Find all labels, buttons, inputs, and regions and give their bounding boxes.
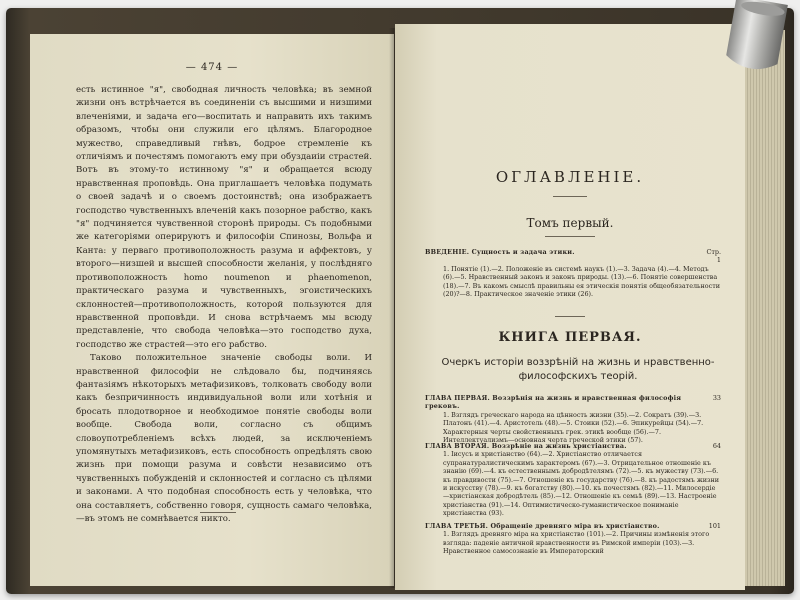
page-edges (745, 30, 785, 586)
chapter-heading: ГЛАВА ВТОРАЯ. Воззрѣніе на жизнь христіанства. (425, 442, 627, 450)
page-number: — 474 — (185, 62, 239, 73)
toc-chapter-1 (425, 394, 721, 444)
page-column-label: Стр. (706, 248, 721, 256)
volume-title: Томъ первый. (526, 216, 614, 230)
intro-page: 1 (716, 256, 721, 265)
chapter-page: 64 (712, 442, 721, 450)
chapter-page: 33 (712, 394, 721, 402)
intro-body: 1. Понятіе (1).—2. Положеніе въ системѣ наукъ (1).—3. Задача (4).—4. Методъ (6).—5. Нравственный законъ и законъ природы. (13).—6. Понятіе совершенства (18).—7. Въ какомъ смыслѣ правильны ея этическія понятія общеобязательности (20)?—8. Практическое значеніе этики (26). (443, 264, 720, 299)
open-book (6, 8, 794, 594)
chapter-body: 1. Іисусъ и христіанство (64).—2. Христіанство отличается супранатуралистическимъ характеромъ (67).—3. Отрицательное отношеніе къ знанію (69).—4. къ естественнымъ добродѣтелямъ (72).—5. къ мужеству (73).—6. къ правдивости (75).—7. Отношеніе къ государству (76).—8. къ радостямъ жизни и искусству (78).—9. къ богатству (80).—10. къ почестямъ (82).—11. Милосердіе—христіанская добродѣтель (85).—12. Отношеніе къ семьѣ (89).—13. Настроеніе христіанства (91).—14. Оптимистическо-гуманистическое пониманіе христіанства (93). (443, 450, 720, 518)
toc-chapter-3 (425, 522, 721, 556)
toc-chapter-2 (425, 442, 721, 518)
chapter-page: 101 (708, 522, 721, 530)
metal-weight-icon (720, 0, 800, 74)
paragraph-1: есть истинное "я", свободная личность человѣка; въ земной жизни онъ встрѣчается въ соединеніи съ высшими и низшими влеченіями, и задача его—воспитать и направить ихъ такимъ образомъ, чтобы они служили его цѣлямъ. Благородное мужество, справедливый гнѣвъ, бодрое стремленіе къ отличіямъ и почестямъ помогаютъ ему при обуздаиіи страстей. Вотъ въ этому-то истинному "я" и обращается всюду нравственная проповѣдь. Она приглашаетъ человѣка подумать о своей задачѣ и о своемъ достоинствѣ; она изображаетъ господство чувственныхъ влеченій какъ позорное рабство, какъ "я" подчиняется чувственной сторонѣ природы. Съ подобными же категоріями оперируютъ и философіи Спинозы, Вольфа и Канта: у перваго противоположность разума и аффектовъ, у второго—низшей и высшей способности желанія, у послѣдняго противоположность homo noumenon и phaenomenon, практическаго разума и чувственныхъ, эгоистическихъ склонностей—противоположность, которой пользуются для нравственной проповѣди. И снова встрѣчаемъ мы всюду представленіе, что свобода человѣка—это господство духа, господство же страстей—это его рабство. (76, 85, 372, 350)
toc-intro (425, 248, 721, 298)
book-title: КНИГА ПЕРВАЯ. (498, 330, 642, 345)
chapter-body: 1. Взглядъ древняго міра на христіанство (101).—2. Причины измѣненія этого взгляда: паденіе античной нравственности въ Римской имперіи (103).—3. Нравственное самосознаніе въ Императорский (443, 530, 710, 556)
chapter-body: 1. Взглядъ греческаго народа на цѣнность жизни (35).—2. Сократъ (39).—3. Платонъ (41).—4. Аристотель (48).—5. Стоики (52).—6. Эпикурейцы (54).—7. Характерныя черты свойственныхъ грек. этикѣ вообще (56).—7. Интеллектуализмъ—основная черта греческой этики (57). (443, 410, 704, 445)
volume-rule (545, 236, 595, 237)
essay-title: Очеркъ исторіи воззрѣній на жизнь и нравственно-философскихъ теорій. (441, 357, 715, 382)
toc-title: ОГЛАВЛЕНІЕ. (495, 168, 645, 186)
title-rule (553, 196, 587, 197)
left-page-text (76, 84, 372, 526)
right-page (395, 24, 745, 590)
paragraph-2: Таково положительное значеніе свободы воли. И нравственной философіи не слѣдовало бы, подчиняясь фантазіямъ нѣкоторыхъ метафизиковъ, толковать свободу воли какъ безпричинность индивидуальной воли или хотѣнія и бросать плодотворное и необходимое понятіе свободы воли вообще. Свобода воли, согласно съ общимъ словоупотребленіемъ всѣхъ людей, за исключеніемъ упомянутыхъ метафизиковъ, есть способность опредѣлять свою жизнь при помощи разума и совѣсти независимо отъ чувственныхъ побужденій и склонностей и согласно съ цѣлями и законами. А что подобная способность есть у человѣка, что она составляетъ, собственно говоря, сущность самаго человѣка,—въ этомъ не сомнѣвается никто. (76, 353, 372, 524)
chapter-heading: ГЛАВА ПЕРВАЯ. Воззрѣнія на жизнь и нравственная философія грековъ. (425, 394, 682, 411)
intro-heading: ВВЕДЕНІЕ. Сущность и задача этики. (425, 248, 575, 256)
chapter-heading: ГЛАВА ТРЕТЬЯ. Обращеніе древняго міра въ христіанство. (425, 522, 660, 530)
end-rule (200, 512, 236, 513)
left-page (30, 34, 394, 586)
book-rule (555, 316, 585, 317)
